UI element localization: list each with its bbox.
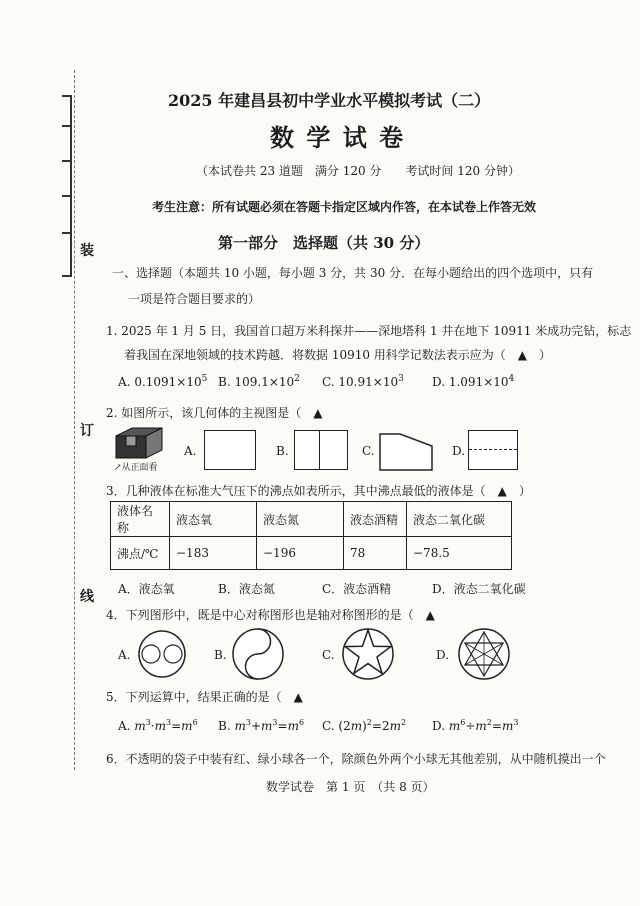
bracket-tick [62,195,70,197]
bracket-tick [62,160,70,162]
table-header-cell: 液态氮 [257,502,344,537]
option-math: m [287,719,299,733]
option-math: 6 [298,718,305,727]
table-header-cell: 液态二氧化碳 [407,502,512,537]
binding-line [74,70,76,770]
q1-option-c [322,374,404,389]
boiling-point-table [110,501,512,570]
q3-option-a: A．液态氧 [118,582,175,596]
q2-label-a: A. [184,444,197,458]
option-value: 109.1×10 [234,375,295,389]
exam-title: 2025 年建昌县初中学业水平模拟考试（二） [168,91,491,110]
option-math: m [234,719,246,733]
table-cell: 78 [344,537,407,570]
q2-label-d: D. [452,444,466,458]
option-math: 3 [166,718,172,727]
option-math: m [501,719,514,733]
q3-option-b: B．液态氮 [218,582,275,596]
option-math: 3 [272,718,278,727]
q4-option-d-figure [456,626,512,682]
option-math: 2 [400,718,407,727]
bracket-tick [62,125,70,127]
option-label: C. [322,375,335,389]
q1-option-d [432,374,514,389]
option-label: B. [218,719,231,733]
q2-stem: 2. 如图所示，该几何体的主视图是（ ▲ [106,406,323,420]
option-math: m [181,719,193,733]
subject-title: 数 学 试 卷 [270,123,406,152]
q1-option-a [118,374,207,389]
q2-option-d-figure [468,430,518,470]
table-row [111,502,512,537]
binding-char-xian: 线 [80,589,94,605]
q3-stem: 3．几种液体在标准大气压下的沸点如表所示，其中沸点最低的液体是（ ▲ ） [106,484,531,498]
exam-notice: 考生注意：所有试题必须在答题卡指定区域内作答，在本试卷上作答无效 [152,200,537,214]
table-cell: −78.5 [407,537,512,570]
option-exponent: 5 [201,374,208,384]
q2-option-b-figure [294,430,348,470]
q5-option-c: C. $(2m)^2=2m^2$ [322,718,407,733]
q4-option-a-figure [136,628,188,680]
option-value: 10.91×10 [338,375,399,389]
table-row [111,537,512,570]
arrow-icon: ↗ [114,463,122,473]
option-math: m [475,719,487,733]
table-cell: −196 [257,537,344,570]
option-value: 1.091×10 [448,375,509,389]
option-math: 3 [245,718,251,727]
option-math: 6 [192,718,198,727]
option-math: 3 [513,718,519,727]
q4-stem: 4．下列图形中，既是中心对称图形也是轴对称图形的是（ ▲ [106,608,435,622]
q2-option-a-figure [204,430,256,470]
instructions-line2: 一项是符合题目要求的） [128,292,261,306]
option-exponent: 4 [508,374,515,384]
q2-label-c: C. [362,444,375,458]
exam-info: （本试卷共 23 道题 满分 120 分 考试时间 120 分钟） [196,164,520,178]
q5-option-b: B. $m^3+m^3=m^6$ [218,718,305,733]
q2-option-c-figure [378,428,434,472]
option-math: m [134,719,146,733]
q4-option-c-figure [340,626,396,682]
table-header-cell: 液体名称 [111,502,170,537]
q5-stem: 5．下列运算中，结果正确的是（ ▲ [106,690,303,704]
q4-label-a: A. [118,648,131,662]
q3-option-c: C．液态酒精 [322,582,392,596]
option-math: 3 [145,718,151,727]
table-header-cell: 液态氧 [170,502,257,537]
view-caption [114,460,158,473]
q4-label-b: B. [214,648,227,662]
solid-figure [112,424,174,462]
q2-label-b: B. [276,444,289,458]
caption-text: 从正面看 [121,463,158,473]
option-exponent: 2 [294,374,300,384]
option-label: A. [118,375,131,389]
hidden-line [469,449,517,450]
table-cell: −183 [170,537,257,570]
q4-label-c: C. [322,648,335,662]
option-value: 0.1091×10 [134,375,202,389]
q1-line1: 1. 2025 年 1 月 5 日，我国首口超万米科探井——深地塔科 1 井在地下 10911 米成功完钻，标志 [106,324,632,338]
q1-line2: 着我国在深地领域的技术跨越．将数据 10910 用科学记数法表示应为（ ▲ ） [124,348,552,362]
option-math: m [261,719,273,733]
option-label: B. [218,375,231,389]
binding-char-zhuang: 装 [80,243,94,259]
option-math: m [448,719,461,733]
q1-option-b [218,374,300,389]
table-row-label: 沸点/℃ [111,537,170,570]
q5-option-a: A. $m^3\cdot m^3=m^6$ [118,718,198,733]
option-math: 6 [460,718,466,727]
table-header-cell: 液态酒精 [344,502,407,537]
option-label: C. [322,719,335,733]
binding-bracket [62,95,72,277]
q5-option-d: D. $m^6\div m^2=m^3$ [432,718,519,733]
instructions-line1: 一、选择题（本题共 10 小题，每小题 3 分，共 30 分．在每小题给出的四个选项中，只有 [112,266,594,280]
q4-option-b-figure [230,626,286,682]
binding-char-ding: 订 [80,423,94,439]
option-label: A. [118,719,131,733]
option-exponent: 3 [398,374,404,384]
part1-title: 第一部分 选择题（共 30 分） [218,234,430,252]
q4-label-d: D. [436,648,450,662]
option-math: 2 [486,718,492,727]
q6-line1: 6．不透明的袋子中装有红、绿小球各一个，除颜色外两个小球无其他差别，从中随机摸出一个 [106,752,606,766]
page-footer: 数学试卷 第 1 页 （共 8 页） [266,780,435,794]
q3-option-d: D．液态二氧化碳 [432,582,526,596]
bracket-tick [62,232,70,234]
option-label: D. [432,719,446,733]
option-label: D. [432,375,446,389]
option-math: m [389,719,401,733]
option-math: m [350,719,363,733]
divider-line [319,431,320,469]
option-math: 2 [366,718,372,727]
option-math: m [154,719,167,733]
